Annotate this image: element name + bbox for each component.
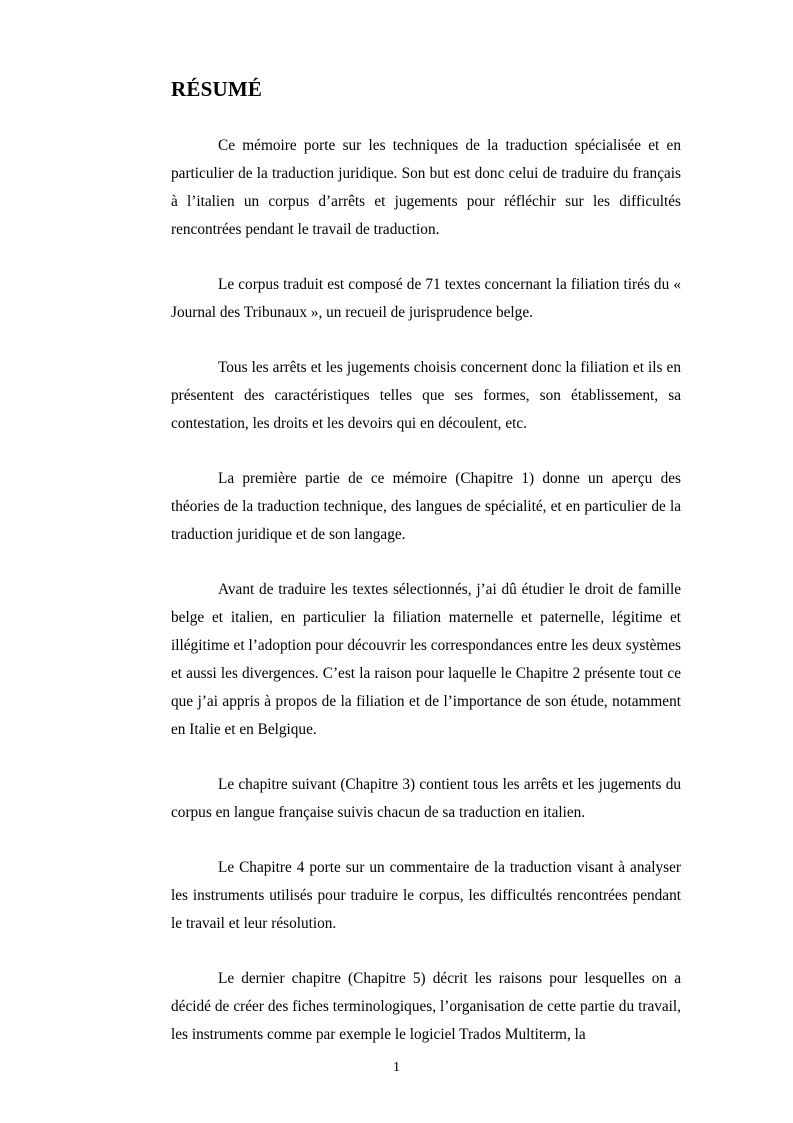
paragraph-7: Le Chapitre 4 porte sur un commentaire de la traduction visant à analyser les instruments utilisés pour traduire le corpus, les difficultés rencontrées pendant le travail et leur résolution. [171,859,681,932]
body-text [171,132,681,1076]
paragraph-6: Le chapitre suivant (Chapitre 3) contient tous les arrêts et les jugements du corpus en langue française suivis chacun de sa traduction en italien. [171,776,681,821]
paragraph-2: Le corpus traduit est composé de 71 textes concernant la filiation tirés du « Journal des Tribunaux », un recueil de jurisprudence belge. [171,276,681,321]
paragraph-5: Avant de traduire les textes sélectionnés, j’ai dû étudier le droit de famille belge et italien, en particulier la filiation maternelle et paternelle, légitime et illégitime et l’adoption pour découvrir les correspondances entre les deux systèmes et aussi les divergences. C’est la raison pour laquelle le Chapitre 2 présente tout ce que j’ai appris à propos de la filiation et de l’importance de son étude, notamment en Italie et en Belgique. [171,581,681,738]
paragraph-3: Tous les arrêts et les jugements choisis concernent donc la filiation et ils en présentent des caractéristiques telles que ses formes, son établissement, sa contestation, les droits et les devoirs qui en découlent, etc. [171,359,681,432]
page-number: 1 [393,1060,400,1075]
paragraph-8: Le dernier chapitre (Chapitre 5) décrit les raisons pour lesquelles on a décidé de créer des fiches terminologiques, l’organisation de cette partie du travail, les instruments comme par exemple le logiciel Trados Multiterm, la [171,970,681,1043]
paragraph-4: La première partie de ce mémoire (Chapitre 1) donne un aperçu des théories de la traduction technique, des langues de spécialité, et en particulier de la traduction juridique et de son langage. [171,470,681,543]
page-title: RÉSUMÉ [171,77,263,101]
paragraph-1: Ce mémoire porte sur les techniques de la traduction spécialisée et en particulier de la traduction juridique. Son but est donc celui de traduire du français à l’italien un corpus d’arrêts et jugements pour réfléchir sur les difficultés rencontrées pendant le travail de traduction. [171,137,681,238]
